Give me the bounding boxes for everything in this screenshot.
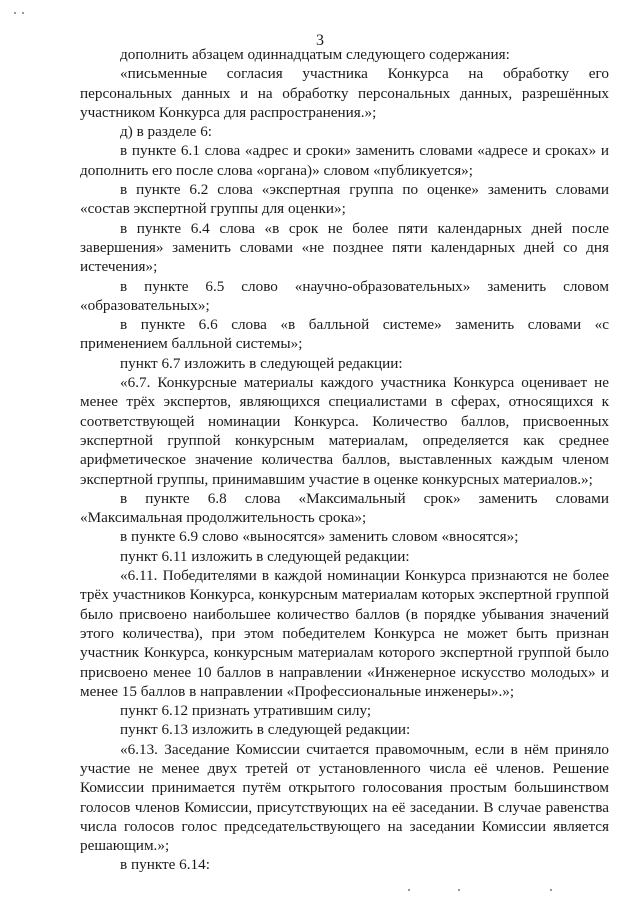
paragraph: в пункте 6.1 слова «адрес и сроки» заменить словами «адресе и сроках» и дополнить его после слова «органа)» словом «публикуется»;: [80, 142, 609, 179]
scan-speck: [408, 889, 410, 891]
paragraph: в пункте 6.4 слова «в срок не более пяти календарных дней после завершения» заменить словами «не позднее пяти календарных дней со дня истечения»;: [80, 219, 609, 276]
paragraph: д) в разделе 6:: [120, 123, 213, 141]
paragraph: в пункте 6.9 слово «выносятся» заменить словом «вносятся»;: [120, 528, 519, 546]
paragraph: дополнить абзацем одиннадцатым следующего содержания:: [120, 46, 510, 63]
scan-speck: [14, 12, 16, 14]
page-number: 3: [316, 32, 324, 49]
document-body: [80, 45, 609, 875]
paragraph: в пункте 6.2 слова «экспертная группа по оценке» заменить словами «состав экспертной группы для оценки»;: [80, 181, 609, 218]
paragraph: «письменные согласия участника Конкурса на обработку его персональных данных и на обработку персональных данных, разрешённых участником Конкурса для распространения.»;: [80, 65, 609, 121]
scan-speck: [22, 12, 24, 14]
paragraph: пункт 6.12 признать утратившим силу;: [120, 702, 372, 720]
scan-speck: [458, 889, 460, 891]
paragraph: «6.13. Заседание Комиссии считается правомочным, если в нём приняло участие не менее двух третей от установленного числа её членов. Решение Комиссии принимается путём открытого голосования простым большинством голосов членов Комиссии, присутствующих на её заседании. В случае равенства числа голосов голос председательствующего на заседании Комиссии является решающим.»;: [80, 740, 609, 855]
paragraph: в пункте 6.5 слово «научно-образовательных» заменить словом «образовательных»;: [80, 277, 609, 314]
paragraph: пункт 6.13 изложить в следующей редакции:: [120, 721, 411, 739]
paragraph: пункт 6.11 изложить в следующей редакции:: [120, 547, 410, 565]
paragraph: «6.7. Конкурсные материалы каждого участника Конкурса оценивает не менее трёх экспертов, являющихся специалистами в сферах, относящихся к соответствующей номинации Конкурса. Количество баллов, присвоенных экспертной группой конкурсным материалам, определяется как среднее арифметическое значение количества баллов, выставленных каждым членом экспертной группы, принимавшим участие в оценке конкурсных материалов.»;: [80, 374, 609, 488]
scan-speck: [550, 889, 552, 891]
paragraph: пункт 6.7 изложить в следующей редакции:: [120, 354, 403, 372]
paragraph: «6.11. Победителями в каждой номинации Конкурса признаются не более трёх участников Конкурса, конкурсным материалам которых экспертной группой было присвоено наибольшее количество баллов (в порядке убывания значений этого количества), при этом победителем Конкурса не может быть признан участник Конкурса, конкурсным материалам которого экспертной группой было присвоено менее 10 баллов в направлении «Инженерное искусство молодых» и менее 15 баллов в направлении «Профессиональные инженеры».»;: [80, 567, 609, 700]
paragraph: в пункте 6.14:: [120, 856, 210, 874]
paragraph: в пункте 6.6 слова «в балльной системе» заменить словами «с применением балльной системы»;: [80, 316, 609, 353]
paragraph: в пункте 6.8 слова «Максимальный срок» заменить словами «Максимальная продолжительность срока»;: [80, 489, 609, 527]
